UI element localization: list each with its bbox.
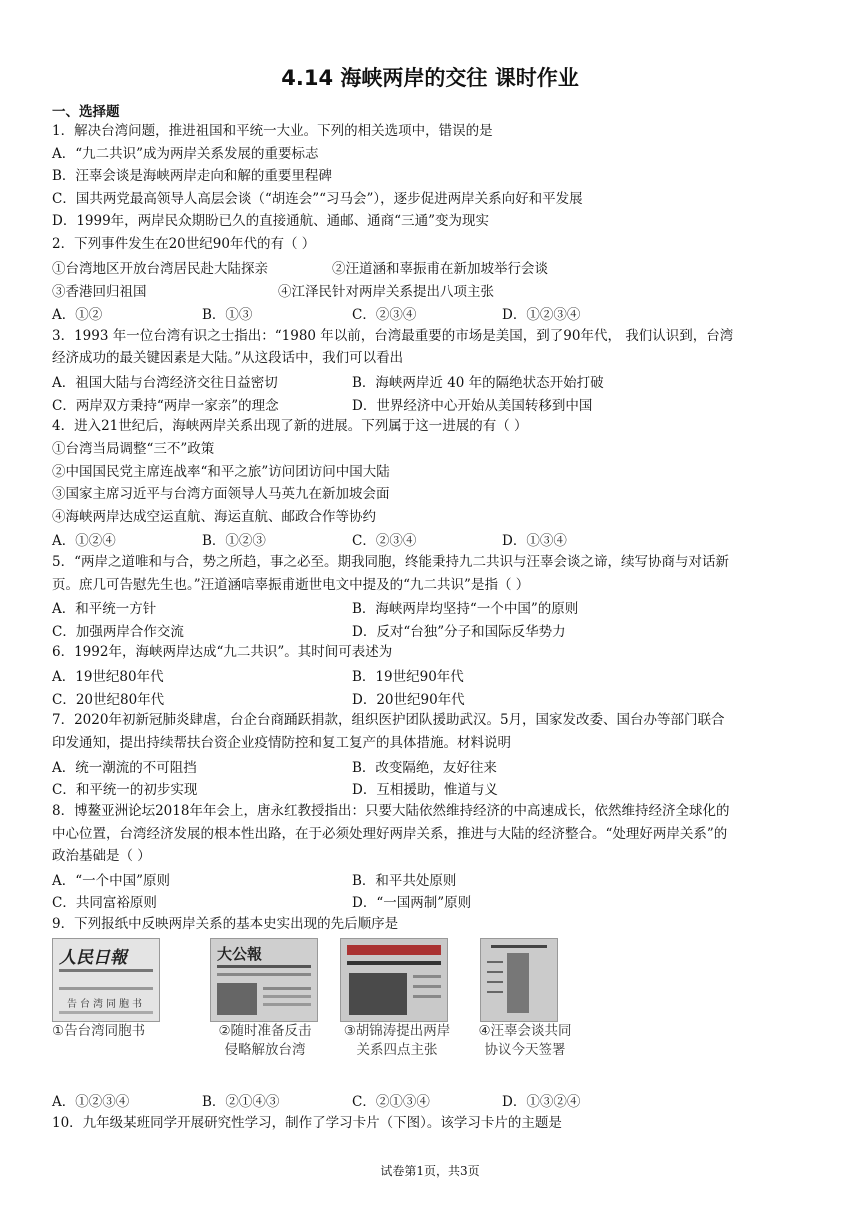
question-8-stem-line1: 8．博鳌亚洲论坛2018年年会上，唐永红教授指出：只要大陆依然维持经济的中高速成长，依然维持经济全球化的 (52, 803, 730, 819)
newspaper-image-3 (340, 938, 448, 1022)
q7-option-d[interactable]: D．互相援助，惟道与义 (352, 782, 498, 798)
q7-option-b[interactable]: B．改变隔绝，友好往来 (352, 760, 497, 776)
q2-item-4: ④江泽民针对两岸关系提出八项主张 (278, 284, 494, 300)
q4-option-a[interactable]: A．①②④ (52, 533, 116, 549)
q8-option-d[interactable]: D．“一国两制”原则 (352, 895, 472, 911)
q2-item-1: ①台湾地区开放台湾居民赴大陆探亲 (52, 261, 268, 277)
q8-option-a[interactable]: A．“一个中国”原则 (52, 873, 171, 889)
caption-line: 关系四点主张 (356, 1042, 438, 1058)
caption-line: ①告台湾同胞书 (52, 1023, 146, 1039)
q3-option-d[interactable]: D．世界经济中心开始从美国转移到中国 (352, 398, 593, 414)
q3-option-b[interactable]: B．海峡两岸近 40 年的隔绝状态开始打破 (352, 375, 604, 391)
question-5-stem-line1: 5．“两岸之道唯和与合，势之所趋，事之必至。期我同胞，终能秉持九二共识与汪辜会谈之谛，续写协商与对话新 (52, 554, 729, 570)
question-1-stem: 1．解决台湾问题，推进祖国和平统一大业。下列的相关选项中，错误的是 (52, 123, 493, 139)
section-heading: 一、选择题 (52, 104, 120, 120)
q8-option-b[interactable]: B．和平共处原则 (352, 873, 457, 889)
q4-option-c[interactable]: C．②③④ (352, 533, 417, 549)
q2-item-3: ③香港回归祖国 (52, 284, 147, 300)
q5-option-d[interactable]: D．反对“台独”分子和国际反华势力 (352, 624, 566, 640)
q9-option-b[interactable]: B．②①④③ (202, 1094, 280, 1110)
q1-option-a[interactable]: A．“九二共识”成为两岸关系发展的重要标志 (52, 146, 319, 162)
page-title: 4.14 海峡两岸的交往 课时作业 (281, 66, 579, 90)
newspaper-masthead: 大公報 (217, 945, 263, 963)
q2-option-d[interactable]: D．①②③④ (502, 307, 581, 323)
q9-option-c[interactable]: C．②①③④ (352, 1094, 430, 1110)
caption-line: ②随时准备反击 (218, 1023, 312, 1039)
newspaper-masthead: 人民日報 (59, 948, 127, 968)
q4-item-4: ④海峡两岸达成空运直航、海运直航、邮政合作等协约 (52, 509, 376, 525)
q9-option-d[interactable]: D．①③②④ (502, 1094, 581, 1110)
question-2-stem: 2．下列事件发生在20世纪90年代的有（ ） (52, 236, 316, 252)
q6-option-a[interactable]: A．19世纪80年代 (52, 669, 164, 685)
q4-item-2: ②中国国民党主席连战率“和平之旅”访问团访问中国大陆 (52, 464, 390, 480)
caption-line: ③胡锦涛提出两岸 (343, 1023, 451, 1039)
q4-option-d[interactable]: D．①③④ (502, 533, 567, 549)
newspaper-image-1 (52, 938, 160, 1022)
q1-option-b[interactable]: B．汪辜会谈是海峡两岸走向和解的重要里程碑 (52, 168, 332, 184)
question-4-stem: 4．进入21世纪后，海峡两岸关系出现了新的进展。下列属于这一进展的有（ ） (52, 418, 528, 434)
newspaper-caption-3 (332, 1022, 462, 1060)
question-8-stem-line3: 政治基础是（ ） (52, 848, 151, 864)
q1-option-d[interactable]: D．1999年，两岸民众期盼已久的直接通航、通邮、通商“三通”变为现实 (52, 213, 489, 229)
q5-option-b[interactable]: B．海峡两岸均坚持“一个中国”的原则 (352, 601, 579, 617)
q5-option-a[interactable]: A．和平统一方针 (52, 601, 157, 617)
q7-option-a[interactable]: A．统一潮流的不可阻挡 (52, 760, 197, 776)
q1-option-c[interactable]: C．国共两党最高领导人高层会谈（“胡连会”“习马会”），逐步促进两岸关系向好和平发展 (52, 191, 583, 207)
q8-option-c[interactable]: C．共同富裕原则 (52, 895, 157, 911)
page-footer: 试卷第1页，共3页 (380, 1164, 480, 1178)
newspaper-image-4 (480, 938, 558, 1022)
question-7-stem-line2: 印发通知，提出持续帮扶台资企业疫情防控和复工复产的具体措施。材料说明 (52, 735, 511, 751)
question-6-stem: 6．1992年，海峡两岸达成“九二共识”。其时间可表述为 (52, 644, 393, 660)
caption-line: ④汪辜会谈共同 (478, 1023, 572, 1039)
q3-option-a[interactable]: A．祖国大陆与台湾经济交往日益密切 (52, 375, 278, 391)
q4-item-1: ①台湾当局调整“三不”政策 (52, 441, 215, 457)
q5-option-c[interactable]: C．加强两岸合作交流 (52, 624, 184, 640)
newspaper-caption-4 (460, 1022, 590, 1060)
q4-option-b[interactable]: B．①②③ (202, 533, 266, 549)
q6-option-d[interactable]: D．20世纪90年代 (352, 692, 465, 708)
q6-option-c[interactable]: C．20世纪80年代 (52, 692, 165, 708)
question-5-stem-line2: 页。庶几可告慰先生也。”汪道涵唁辜振甫逝世电文中提及的“九二共识”是指（ ） (52, 577, 530, 593)
newspaper-image-2 (210, 938, 318, 1022)
q2-option-b[interactable]: B．①③ (202, 307, 253, 323)
caption-line: 协议今天签署 (484, 1042, 566, 1058)
q9-option-a[interactable]: A．①②③④ (52, 1094, 130, 1110)
q4-item-3: ③国家主席习近平与台湾方面领导人马英九在新加坡会面 (52, 486, 390, 502)
question-3-stem-line2: 经济成功的最关键因素是大陆。”从这段话中，我们可以看出 (52, 350, 404, 366)
caption-line: 侵略解放台湾 (224, 1042, 306, 1058)
q2-item-2: ②汪道涵和辜振甫在新加坡举行会谈 (332, 261, 548, 277)
q3-option-c[interactable]: C．两岸双方秉持“两岸一家亲”的理念 (52, 398, 279, 414)
question-3-stem-line1: 3．1993 年一位台湾有识之士指出：“1980 年以前，台湾最重要的市场是美国，到了90年代， 我们认识到，台湾 (52, 328, 734, 344)
q7-option-c[interactable]: C．和平统一的初步实现 (52, 782, 198, 798)
question-10-stem: 10．九年级某班同学开展研究性学习，制作了学习卡片（下图）。该学习卡片的主题是 (52, 1115, 562, 1131)
question-7-stem-line1: 7．2020年初新冠肺炎肆虐，台企台商踊跃捐款，组织医护团队援助武汉。5月，国家发改委、国台办等部门联合 (52, 712, 725, 728)
q6-option-b[interactable]: B．19世纪90年代 (352, 669, 464, 685)
newspaper-headline: 告台湾同胞书 (67, 999, 145, 1010)
newspaper-caption-1 (52, 1022, 182, 1041)
newspaper-caption-2 (200, 1022, 330, 1060)
question-8-stem-line2: 中心位置，台湾经济发展的根本性出路，在于必须处理好两岸关系，推进与大陆的经济整合。“处理好两岸关系”的 (52, 826, 728, 842)
q2-option-c[interactable]: C．②③④ (352, 307, 417, 323)
q2-option-a[interactable]: A．①② (52, 307, 103, 323)
question-9-stem: 9．下列报纸中反映两岸关系的基本史实出现的先后顺序是 (52, 916, 399, 932)
